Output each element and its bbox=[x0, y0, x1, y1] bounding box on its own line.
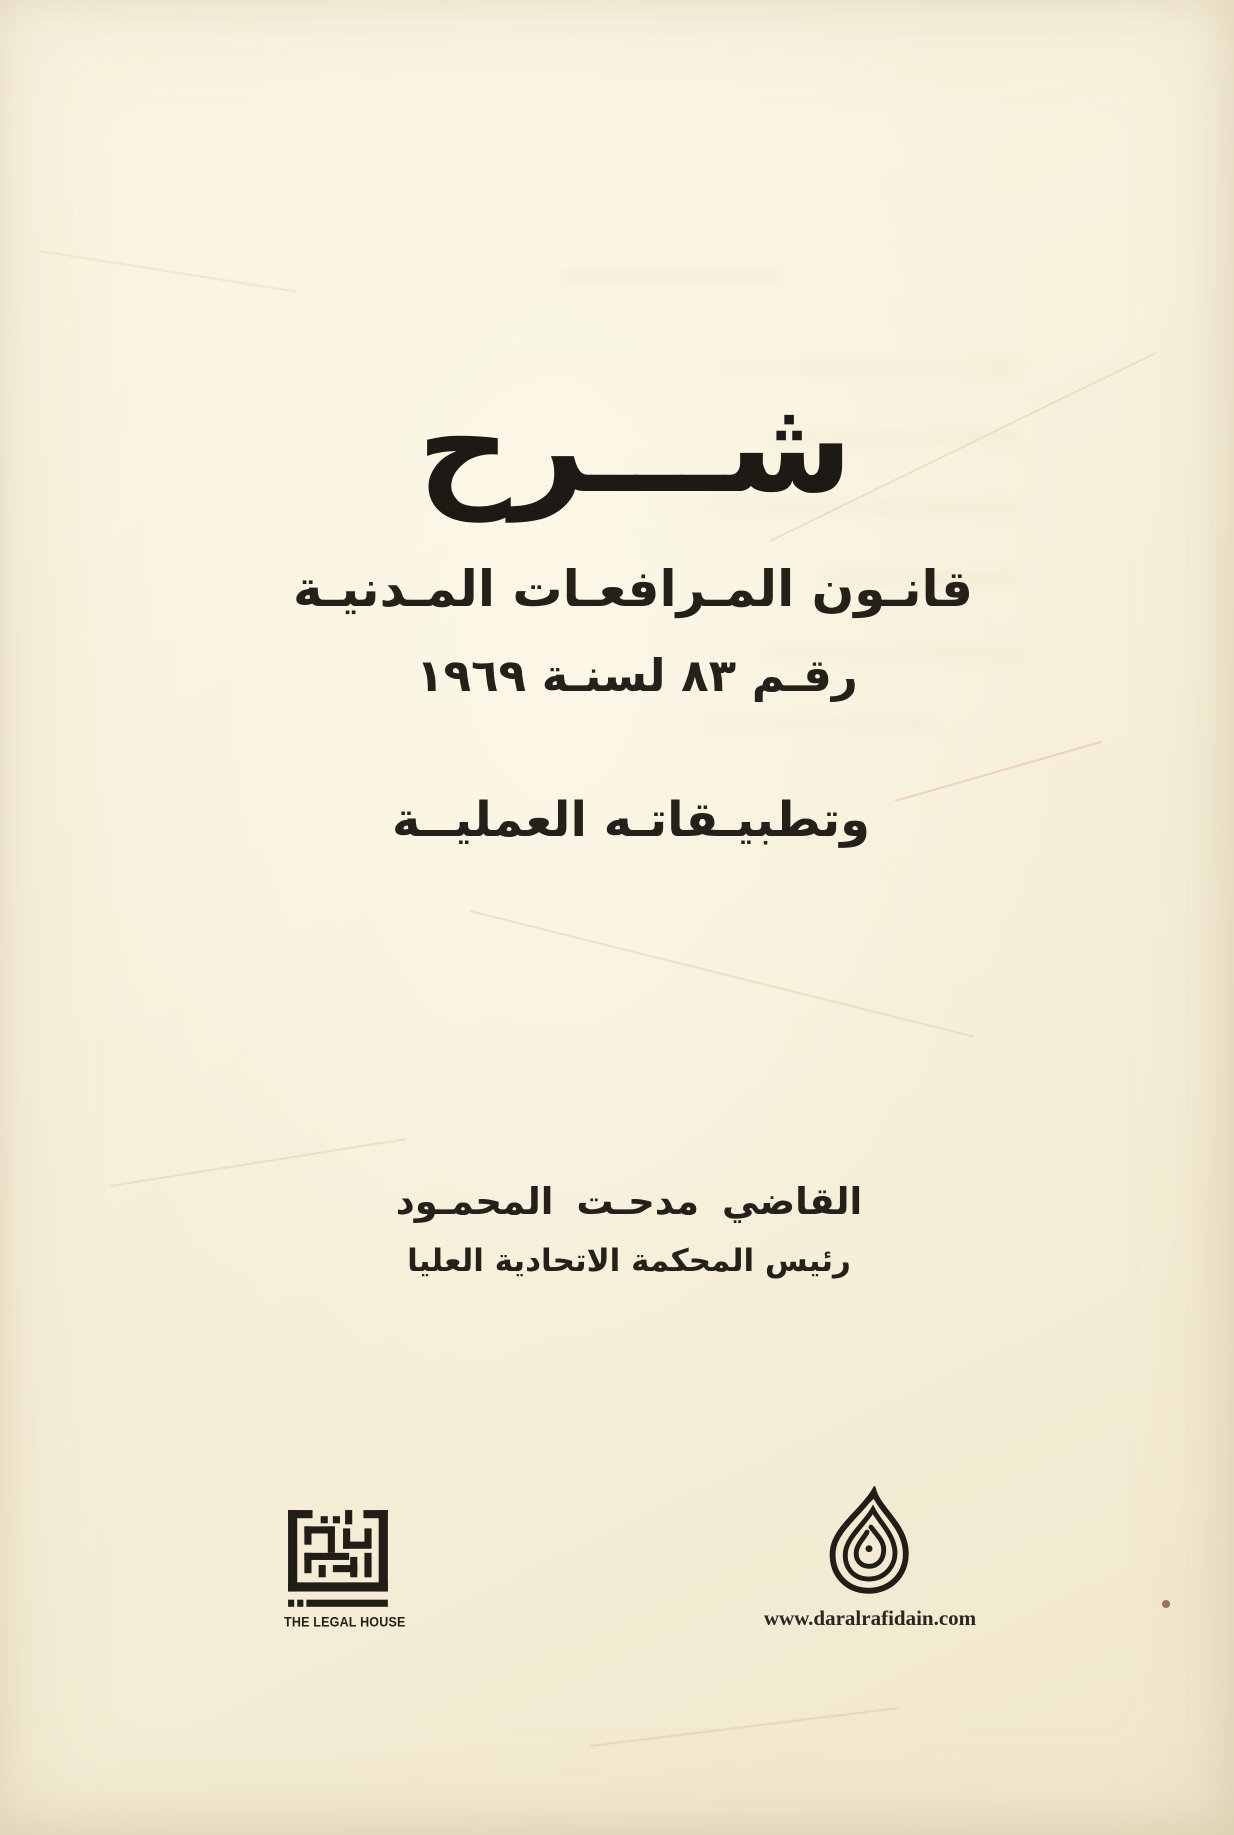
publisher-legal-house bbox=[284, 1506, 406, 1630]
dar-al-rafidain-droplet-logo-icon bbox=[823, 1486, 917, 1600]
author-title: رئيس المحكمة الاتحادية العليا bbox=[407, 1243, 851, 1279]
publisher-website-url: www.daralrafidain.com bbox=[763, 1605, 977, 1630]
book-subtitle-law-number-year: رقـم ٨٣ لسنـة ١٩٦٩ bbox=[416, 649, 858, 702]
book-subtitle-applications: وتطبيـقاتـه العمليــة bbox=[392, 792, 870, 848]
page-bleedthrough-artifact bbox=[700, 718, 930, 730]
square-kufic-legal-house-logo-icon bbox=[284, 1506, 396, 1612]
publisher-dar-al-rafidain bbox=[752, 1486, 988, 1631]
author-name: القاضي مدحـت المحمـود bbox=[395, 1180, 863, 1223]
page-bleedthrough-artifact bbox=[560, 270, 780, 283]
paper-crease bbox=[590, 1707, 898, 1747]
book-subtitle-law-name: قانـون المـرافعـات المـدنيـة bbox=[292, 560, 974, 618]
paper-crease bbox=[40, 250, 297, 293]
legal-house-caption: THE LEGAL HOUSE bbox=[284, 1613, 406, 1630]
book-main-title: شـــرح bbox=[417, 370, 853, 522]
paper-speck bbox=[1162, 1600, 1170, 1608]
paper-crease bbox=[470, 910, 975, 1038]
